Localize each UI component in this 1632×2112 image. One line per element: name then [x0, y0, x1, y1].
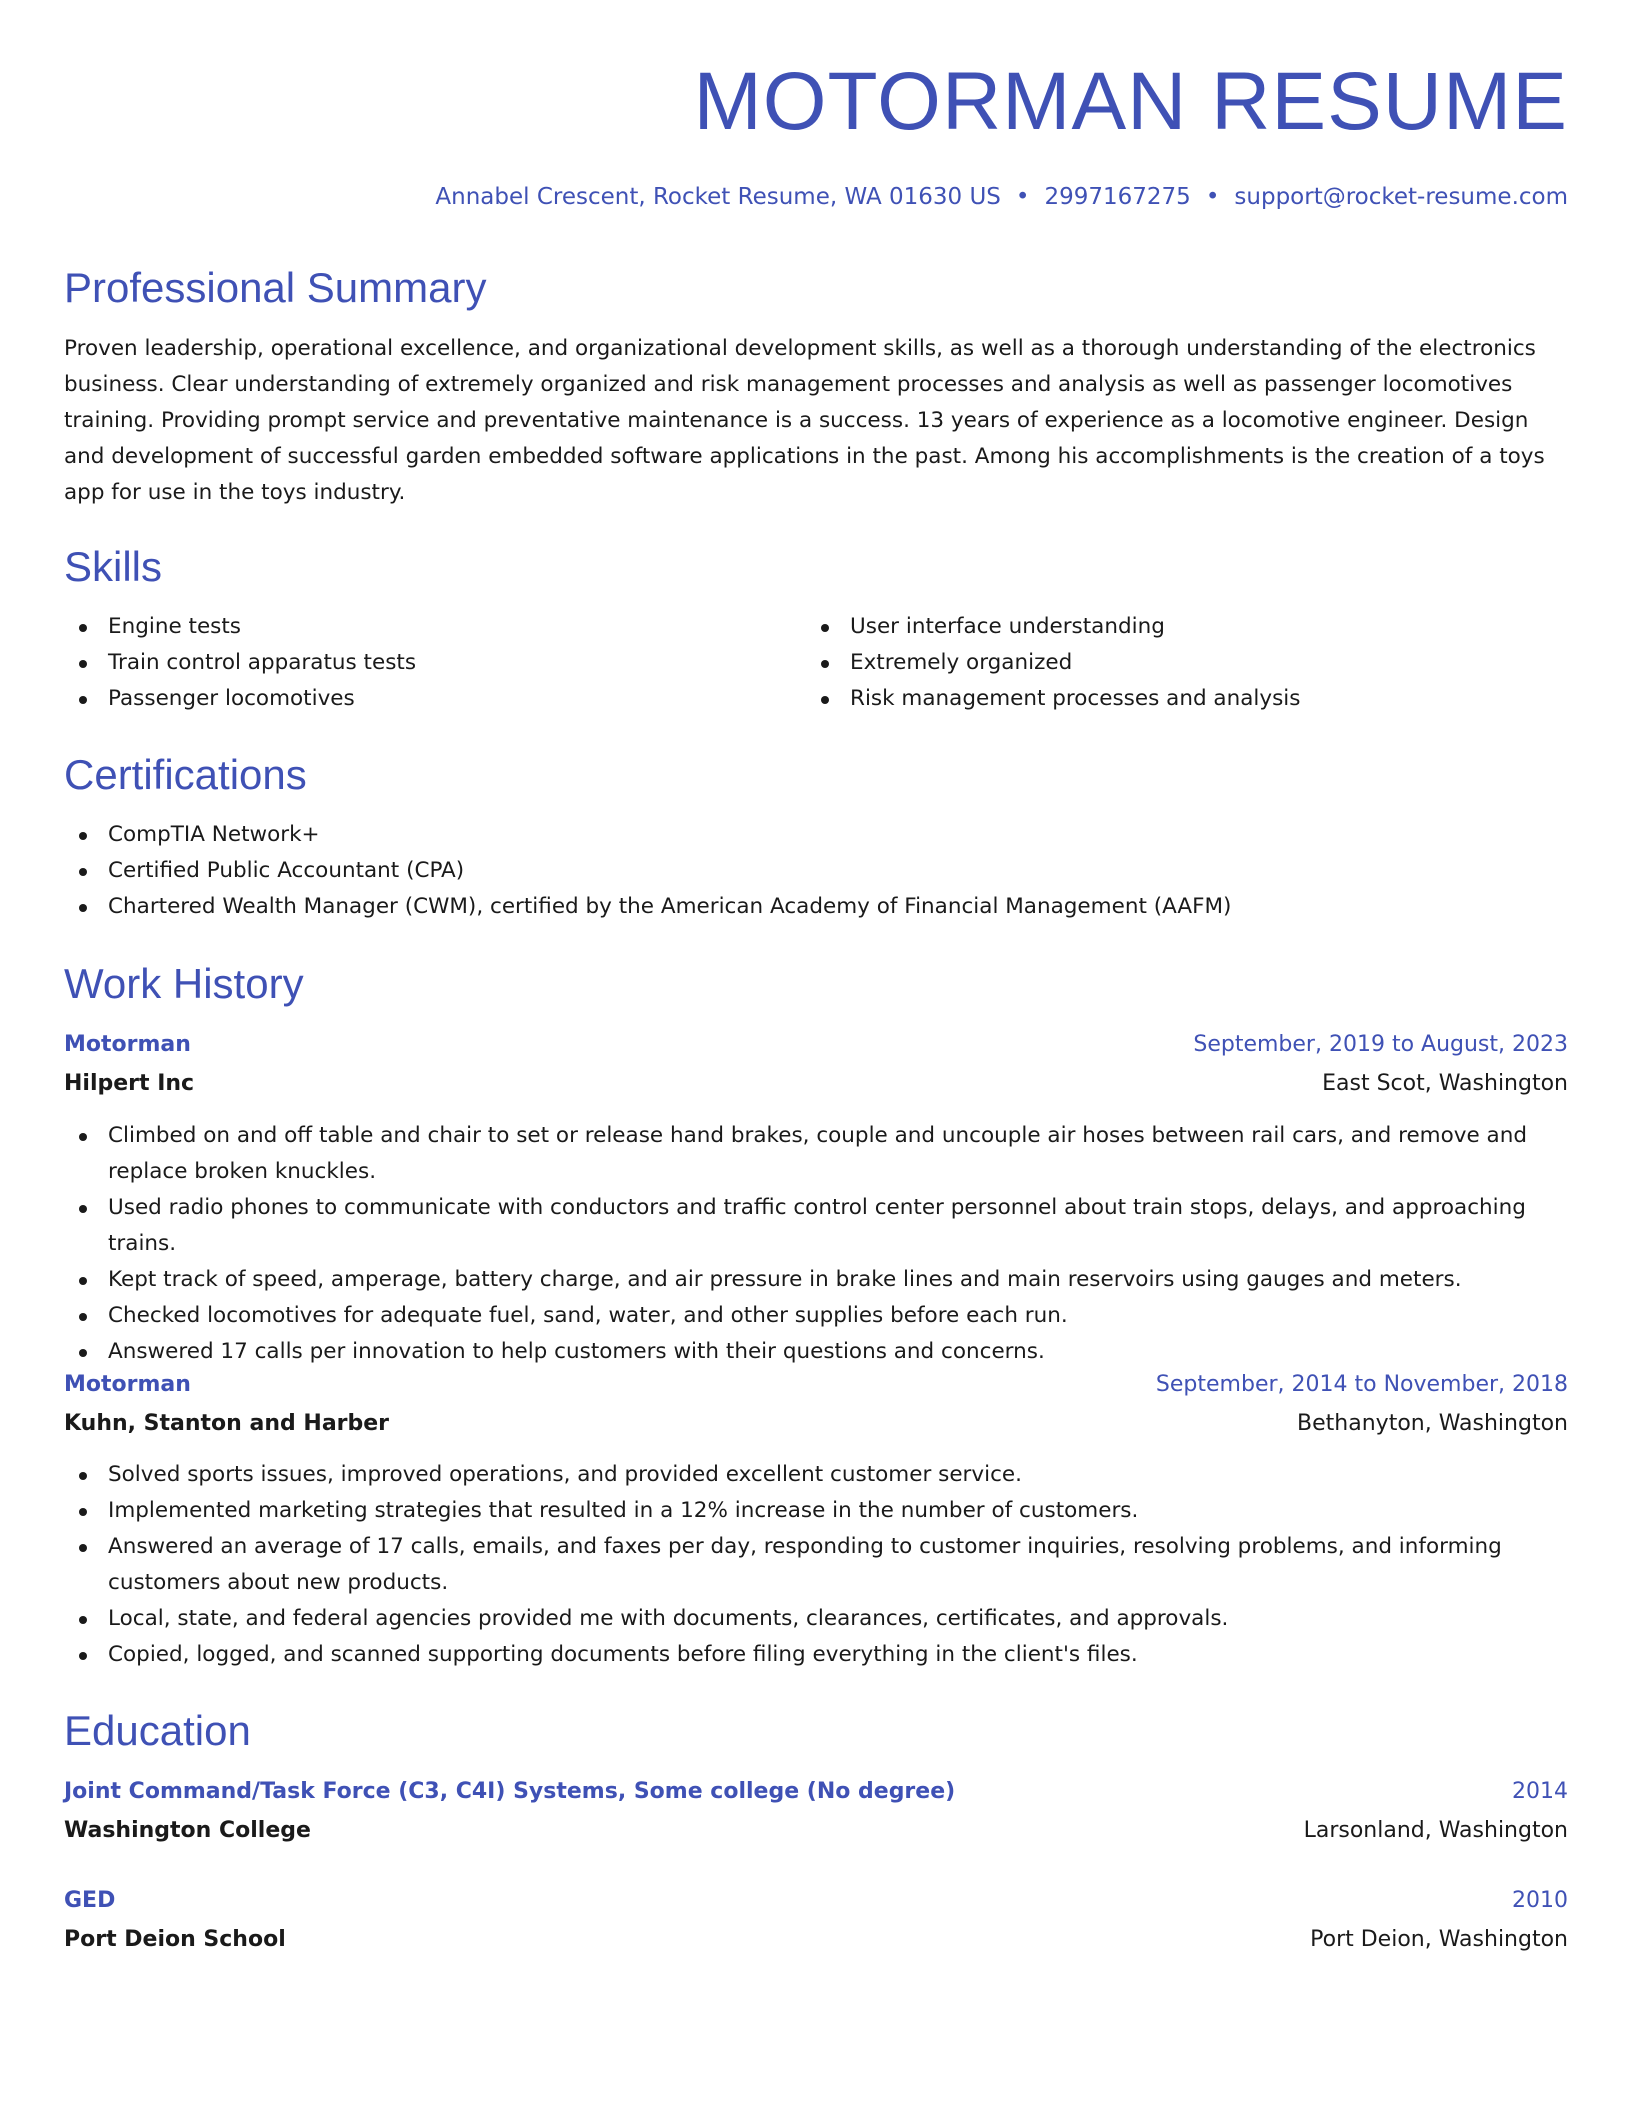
- education-degree: Joint Command/Task Force (C3, C4I) Systems, Some college (No degree): [64, 1778, 956, 1804]
- job-dates: September, 2019 to August, 2023: [1193, 1031, 1568, 1057]
- job-bullet: Answered an average of 17 calls, emails, and faxes per day, responding to customer inquiries, resolving problems, and informing customers about new products.: [64, 1529, 1524, 1601]
- contact-separator: •: [1205, 184, 1220, 210]
- education-heading: Education: [64, 1707, 251, 1754]
- job-company: Kuhn, Stanton and Harber: [64, 1410, 390, 1436]
- contact-email[interactable]: support@rocket-resume.com: [1234, 184, 1568, 210]
- job-location: East Scot, Washington: [1322, 1070, 1568, 1096]
- job-company-row: [64, 1405, 1568, 1441]
- education-school: Port Deion School: [64, 1926, 286, 1952]
- education-header: [64, 1773, 1568, 1809]
- skill-item: User interface understanding: [806, 609, 1568, 645]
- education-degree: GED: [64, 1887, 116, 1913]
- skill-item: Extremely organized: [806, 645, 1568, 681]
- job-bullet: Checked locomotives for adequate fuel, sand, water, and other supplies before each run.: [64, 1298, 1568, 1334]
- education-school-row: [64, 1812, 1568, 1848]
- skills-list-right: [806, 609, 1568, 717]
- skill-item: Passenger locomotives: [64, 681, 764, 717]
- contact-address: Annabel Crescent, Rocket Resume, WA 01630 US: [435, 184, 1001, 210]
- skill-item: Train control apparatus tests: [64, 645, 764, 681]
- education-school-row: [64, 1921, 1568, 1957]
- skill-item: Risk management processes and analysis: [806, 681, 1568, 717]
- job-bullet: Copied, logged, and scanned supporting documents before filing everything in the client's files.: [64, 1637, 1524, 1673]
- education-year: 2010: [1512, 1887, 1568, 1913]
- certification-item: Chartered Wealth Manager (CWM), certified by the American Academy of Financial Management (AAFM): [64, 889, 1568, 925]
- job-header: [64, 1366, 1568, 1402]
- job-bullet: Climbed on and off table and chair to set or release hand brakes, couple and uncouple air hoses between rail cars, and remove and replace broken knuckles.: [64, 1118, 1568, 1190]
- contact-phone[interactable]: 2997167275: [1044, 184, 1191, 210]
- job-header: [64, 1026, 1568, 1062]
- job-bullet: Local, state, and federal agencies provided me with documents, clearances, certificates, and approvals.: [64, 1601, 1524, 1637]
- job-bullet: Used radio phones to communicate with conductors and traffic control center personnel about train stops, delays, and approaching trains.: [64, 1190, 1568, 1262]
- job-bullets: [64, 1457, 1524, 1673]
- certifications-heading: Certifications: [64, 751, 307, 798]
- skill-item: Engine tests: [64, 609, 764, 645]
- job-bullet: Implemented marketing strategies that resulted in a 12% increase in the number of customers.: [64, 1493, 1524, 1529]
- certification-item: Certified Public Accountant (CPA): [64, 853, 1568, 889]
- summary-text: Proven leadership, operational excellence, and organizational development skills, as well as a thorough understanding of the electronics business. Clear understanding of extremely organized and risk management processes and analysis as well as passenger locomotives training. Providing prompt service and preventative maintenance is a success. 13 years of experience as a locomotive engineer. Design and development of successful garden embedded software applications in the past. Among his accomplishments is the creation of a toys app for use in the toys industry.: [64, 336, 1545, 505]
- contact-separator: •: [1015, 184, 1030, 210]
- education-header: [64, 1882, 1568, 1918]
- job-role: Motorman: [64, 1371, 191, 1397]
- certification-item: CompTIA Network+: [64, 817, 1568, 853]
- job-bullet: Solved sports issues, improved operations, and provided excellent customer service.: [64, 1457, 1524, 1493]
- resume-page: [64, 0, 1568, 2112]
- job-role: Motorman: [64, 1031, 191, 1057]
- job-bullet: Kept track of speed, amperage, battery charge, and air pressure in brake lines and main reservoirs using gauges and meters.: [64, 1262, 1568, 1298]
- resume-title: MOTORMAN RESUME: [693, 56, 1568, 147]
- skills-list-left: [64, 609, 764, 717]
- summary-heading: Professional Summary: [64, 264, 487, 311]
- job-bullet: Answered 17 calls per innovation to help customers with their questions and concerns.: [64, 1334, 1568, 1370]
- job-company-row: [64, 1065, 1568, 1101]
- job-location: Bethanyton, Washington: [1297, 1410, 1568, 1436]
- job-company: Hilpert Inc: [64, 1070, 195, 1096]
- skills-heading: Skills: [64, 543, 163, 590]
- contact-line: [435, 181, 1568, 213]
- certifications-list: [64, 817, 1568, 925]
- education-location: Port Deion, Washington: [1310, 1926, 1568, 1952]
- education-school: Washington College: [64, 1817, 311, 1843]
- job-dates: September, 2014 to November, 2018: [1155, 1371, 1568, 1397]
- job-bullets: [64, 1118, 1568, 1370]
- education-location: Larsonland, Washington: [1303, 1817, 1568, 1843]
- education-year: 2014: [1512, 1778, 1568, 1804]
- work-history-heading: Work History: [64, 960, 304, 1007]
